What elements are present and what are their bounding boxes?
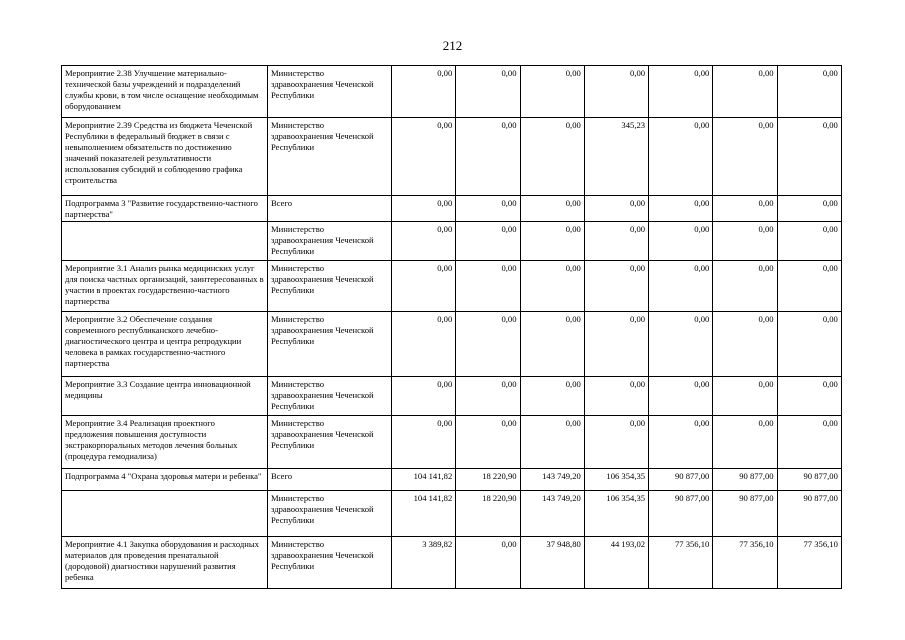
table-row xyxy=(62,66,842,118)
table-row xyxy=(62,469,842,491)
row-name-cell: Мероприятие 2.39 Средства из бюджета Чеченской Республики в федеральный бюджет в связи с невыполнением обязательств по достижению значений показателей результативности использования субсидий и соблюдению графика строительства xyxy=(62,118,268,196)
row-value-cell: 0,00 xyxy=(713,377,777,416)
budget-table xyxy=(61,65,842,589)
row-value-cell: 0,00 xyxy=(456,377,520,416)
row-value-cell: 0,00 xyxy=(584,416,648,469)
table-row xyxy=(62,261,842,312)
row-executor-cell: Министерство здравоохранения Чеченской Республики xyxy=(268,66,392,118)
row-value-cell: 77 356,10 xyxy=(713,537,777,589)
row-value-cell: 0,00 xyxy=(392,312,456,377)
row-value-cell: 0,00 xyxy=(584,261,648,312)
row-value-cell: 77 356,10 xyxy=(777,537,841,589)
row-value-cell: 0,00 xyxy=(649,66,713,118)
table-row xyxy=(62,196,842,222)
row-value-cell: 44 193,02 xyxy=(584,537,648,589)
row-value-cell: 0,00 xyxy=(713,261,777,312)
row-name-cell xyxy=(62,491,268,537)
row-value-cell: 90 877,00 xyxy=(777,491,841,537)
row-value-cell: 143 749,20 xyxy=(520,491,584,537)
row-value-cell: 0,00 xyxy=(584,312,648,377)
table-row xyxy=(62,222,842,261)
row-value-cell: 0,00 xyxy=(777,416,841,469)
row-name-cell: Мероприятие 3.4 Реализация проектного предложения повышения доступности экстракорпоральных методов лечения больных (процедура гемодиализа) xyxy=(62,416,268,469)
table-body xyxy=(62,66,842,589)
row-value-cell: 0,00 xyxy=(392,416,456,469)
row-executor-cell: Министерство здравоохранения Чеченской Республики xyxy=(268,222,392,261)
row-value-cell: 0,00 xyxy=(392,196,456,222)
row-value-cell: 90 877,00 xyxy=(713,491,777,537)
row-value-cell: 0,00 xyxy=(649,196,713,222)
table-row xyxy=(62,537,842,589)
row-value-cell: 0,00 xyxy=(456,66,520,118)
row-value-cell: 0,00 xyxy=(777,377,841,416)
row-value-cell: 0,00 xyxy=(584,377,648,416)
row-value-cell: 90 877,00 xyxy=(713,469,777,491)
row-name-cell: Подпрограмма 4 "Охрана здоровья матери и ребенка" xyxy=(62,469,268,491)
row-value-cell: 0,00 xyxy=(713,118,777,196)
row-value-cell: 0,00 xyxy=(392,118,456,196)
row-value-cell: 0,00 xyxy=(392,66,456,118)
row-value-cell: 0,00 xyxy=(456,537,520,589)
row-value-cell: 0,00 xyxy=(649,377,713,416)
row-value-cell: 0,00 xyxy=(584,196,648,222)
row-value-cell: 3 389,82 xyxy=(392,537,456,589)
row-value-cell: 106 354,35 xyxy=(584,491,648,537)
row-value-cell: 104 141,82 xyxy=(392,491,456,537)
table-row xyxy=(62,377,842,416)
row-value-cell: 90 877,00 xyxy=(649,469,713,491)
row-executor-cell: Министерство здравоохранения Чеченской Республики xyxy=(268,491,392,537)
row-value-cell: 0,00 xyxy=(520,118,584,196)
row-value-cell: 0,00 xyxy=(649,222,713,261)
row-value-cell: 0,00 xyxy=(649,261,713,312)
row-value-cell: 0,00 xyxy=(777,222,841,261)
row-value-cell: 0,00 xyxy=(584,222,648,261)
row-value-cell: 37 948,80 xyxy=(520,537,584,589)
row-value-cell: 0,00 xyxy=(777,118,841,196)
row-value-cell: 0,00 xyxy=(713,312,777,377)
row-value-cell: 0,00 xyxy=(713,196,777,222)
row-value-cell: 0,00 xyxy=(456,416,520,469)
row-value-cell: 345,23 xyxy=(584,118,648,196)
row-value-cell: 143 749,20 xyxy=(520,469,584,491)
row-value-cell: 104 141,82 xyxy=(392,469,456,491)
row-value-cell: 0,00 xyxy=(713,66,777,118)
row-value-cell: 0,00 xyxy=(584,66,648,118)
row-value-cell: 90 877,00 xyxy=(649,491,713,537)
row-executor-cell: Всего xyxy=(268,196,392,222)
row-name-cell: Мероприятие 4.1 Закупка оборудования и расходных материалов для проведения пренатальной (дородовой) диагностики нарушений развития ребенка xyxy=(62,537,268,589)
row-value-cell: 0,00 xyxy=(520,66,584,118)
row-value-cell: 0,00 xyxy=(520,196,584,222)
row-executor-cell: Министерство здравоохранения Чеченской Республики xyxy=(268,261,392,312)
row-value-cell: 0,00 xyxy=(777,312,841,377)
row-value-cell: 0,00 xyxy=(649,118,713,196)
table-row xyxy=(62,118,842,196)
row-value-cell: 90 877,00 xyxy=(777,469,841,491)
table-row xyxy=(62,416,842,469)
row-name-cell: Мероприятие 3.1 Анализ рынка медицинских услуг для поиска частных организаций, заинтересованных в участии в проектах государственно-частного партнерства xyxy=(62,261,268,312)
row-value-cell: 0,00 xyxy=(777,261,841,312)
row-executor-cell: Всего xyxy=(268,469,392,491)
row-value-cell: 0,00 xyxy=(456,261,520,312)
row-executor-cell: Министерство здравоохранения Чеченской Республики xyxy=(268,118,392,196)
row-value-cell: 106 354,35 xyxy=(584,469,648,491)
row-value-cell: 0,00 xyxy=(392,222,456,261)
row-executor-cell: Министерство здравоохранения Чеченской Республики xyxy=(268,537,392,589)
row-name-cell: Подпрограмма 3 "Развитие государственно-частного партнерства" xyxy=(62,196,268,222)
row-value-cell: 0,00 xyxy=(456,196,520,222)
row-value-cell: 0,00 xyxy=(777,196,841,222)
row-value-cell: 0,00 xyxy=(456,312,520,377)
row-value-cell: 0,00 xyxy=(392,261,456,312)
row-value-cell: 0,00 xyxy=(649,312,713,377)
row-value-cell: 18 220,90 xyxy=(456,469,520,491)
page-number: 212 xyxy=(442,38,463,53)
row-name-cell: Мероприятие 2.38 Улучшение материально-технической базы учреждений и подразделений службы крови, в том числе оснащение необходимым оборудованием xyxy=(62,66,268,118)
row-value-cell: 0,00 xyxy=(713,222,777,261)
row-value-cell: 0,00 xyxy=(777,66,841,118)
row-name-cell xyxy=(62,222,268,261)
table-row xyxy=(62,491,842,537)
row-value-cell: 0,00 xyxy=(520,416,584,469)
row-value-cell: 77 356,10 xyxy=(649,537,713,589)
row-value-cell: 0,00 xyxy=(649,416,713,469)
table-row xyxy=(62,312,842,377)
row-value-cell: 0,00 xyxy=(456,118,520,196)
row-value-cell: 18 220,90 xyxy=(456,491,520,537)
row-value-cell: 0,00 xyxy=(520,312,584,377)
row-name-cell: Мероприятие 3.2 Обеспечение создания современного республиканского лечебно-диагностического центра и центра репродукции человека в рамках государственно-частного партнерства xyxy=(62,312,268,377)
row-name-cell: Мероприятие 3.3 Создание центра инновационной медицины xyxy=(62,377,268,416)
row-value-cell: 0,00 xyxy=(456,222,520,261)
row-value-cell: 0,00 xyxy=(713,416,777,469)
row-executor-cell: Министерство здравоохранения Чеченской Республики xyxy=(268,312,392,377)
row-executor-cell: Министерство здравоохранения Чеченской Республики xyxy=(268,377,392,416)
row-value-cell: 0,00 xyxy=(520,261,584,312)
row-executor-cell: Министерство здравоохранения Чеченской Республики xyxy=(268,416,392,469)
row-value-cell: 0,00 xyxy=(392,377,456,416)
row-value-cell: 0,00 xyxy=(520,377,584,416)
row-value-cell: 0,00 xyxy=(520,222,584,261)
